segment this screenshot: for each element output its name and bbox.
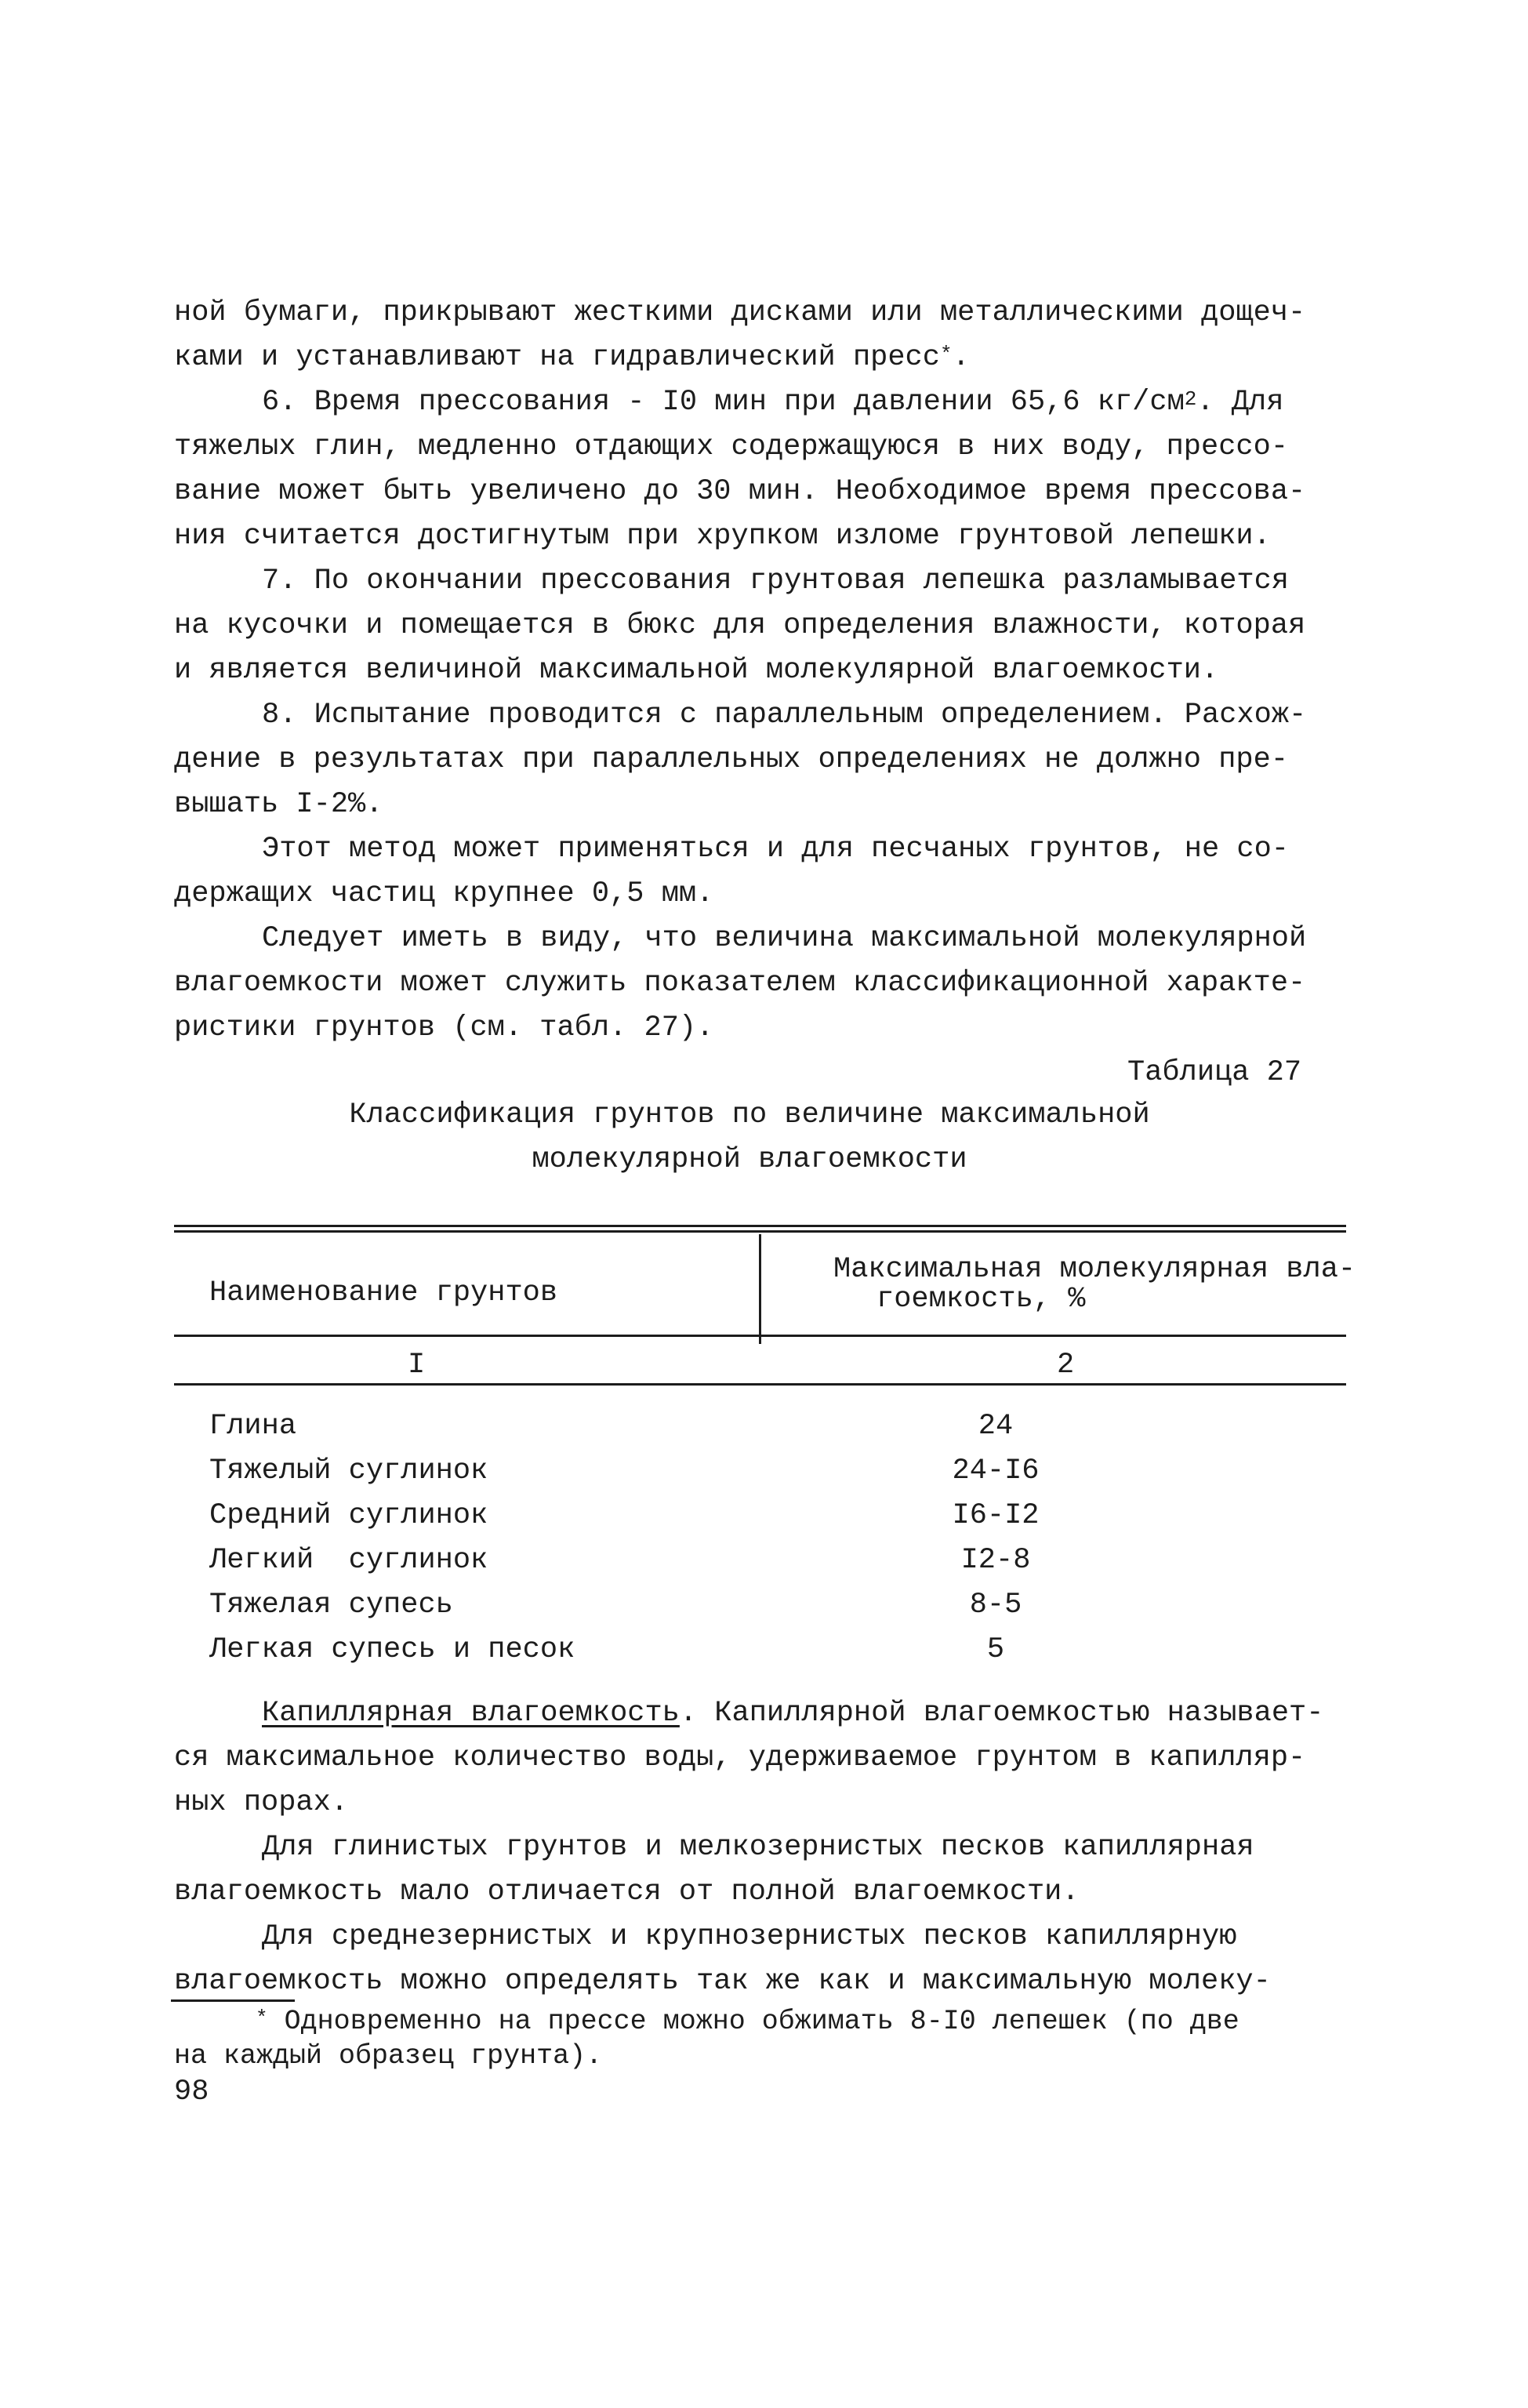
table-label: Таблица 27	[1127, 1056, 1302, 1089]
footnote-rule	[171, 1999, 295, 2002]
page-number: 98	[174, 2076, 209, 2108]
text-line: ками и устанавливают на гидравлический пресс*.	[174, 341, 970, 374]
text-line: держащих частиц крупнее 0,5 мм.	[174, 877, 714, 910]
text-line: на кусочки и помещается в бюкс для определения влажности, которая	[174, 609, 1306, 642]
text-line: влагоемкость можно определять так же как и максимальную молеку-	[174, 1965, 1271, 1998]
table-top-rule	[174, 1230, 1346, 1233]
text-line: вание может быть увеличено до 30 мин. Необходимое время прессова-	[174, 475, 1306, 508]
table-row-value: 8-5	[969, 1589, 1022, 1622]
table-row-name: Средний суглинок	[209, 1499, 488, 1532]
text-line: Следует иметь в виду, что величина максимальной молекулярной	[262, 922, 1307, 955]
text-line: Этот метод может применяться и для песчаных грунтов, не со-	[262, 833, 1290, 866]
table-row-value: 24	[978, 1410, 1014, 1443]
table-row-name: Легкий суглинок	[209, 1544, 488, 1577]
table-row-value: 24-I6	[952, 1455, 1040, 1487]
text-line: ных порах.	[174, 1786, 349, 1819]
table-row-value: 5	[986, 1633, 1005, 1666]
body-text-bottom	[174, 1691, 1334, 2004]
text-line: ристики грунтов (см. табл. 27).	[174, 1012, 714, 1044]
table-number-col1: I	[408, 1349, 426, 1382]
text-line: вышать I-2%.	[174, 788, 383, 821]
table-row-name: Глина	[209, 1410, 297, 1443]
footnote-marker: *	[939, 343, 953, 366]
table-header-col1: Наименование грунтов	[209, 1277, 558, 1309]
text-line: ной бумаги, прикрывают жесткими дисками или металлическими дощеч-	[174, 296, 1306, 329]
text-line: Для глинистых грунтов и мелкозернистых песков капиллярная	[262, 1831, 1254, 1864]
table-header-col2: Максимальная молекулярная вла- гоемкость, %	[833, 1253, 1356, 1316]
table-row-name: Тяжелый суглинок	[209, 1455, 488, 1487]
text-line: ния считается достигнутым при хрупком изломе грунтовой лепешки.	[174, 520, 1271, 553]
text-line: и является величиной максимальной молекулярной влагоемкости.	[174, 654, 1219, 687]
text-line: 6. Время прессования - I0 мин при давлении 65,6 $кг/см^2$. Для	[262, 386, 1284, 419]
footnote: * Одновременно на прессе можно обжимать 8-I0 лепешек (по две на каждый образец грунта).	[174, 2006, 1239, 2072]
text-line: 8. Испытание проводится с параллельным определением. Расхож-	[262, 699, 1307, 732]
table-title: Классификация грунтов по величине максимальной молекулярной влагоемкости	[349, 1099, 1150, 1176]
table-row-name: Легкая супесь и песок	[209, 1633, 575, 1666]
text-line: 7. По окончании прессования грунтовая лепешка разламывается	[262, 565, 1290, 597]
text-line: ся максимальное количество воды, удерживаемое грунтом в капилляр-	[174, 1742, 1306, 1774]
table-row-value: I2-8	[960, 1544, 1031, 1577]
table-top-rule	[174, 1225, 1346, 1227]
body-text-top	[174, 291, 1334, 1051]
text-line: тяжелых глин, медленно отдающих содержащуюся в них воду, прессо-	[174, 430, 1289, 463]
section-term: Капиллярная влагоемкость	[262, 1697, 680, 1730]
table-column-divider	[759, 1234, 761, 1344]
superscript: 2	[1184, 387, 1197, 411]
text-line: Капиллярная влагоемкость. Капиллярной влагоемкостью называет-	[262, 1697, 1324, 1730]
table-number-rule	[174, 1383, 1346, 1386]
text-line: влагоемкости может служить показателем классификационной характе-	[174, 967, 1306, 1000]
text-line: дение в результатах при параллельных определениях не должно пре-	[174, 743, 1289, 776]
table-number-col2: 2	[1057, 1349, 1075, 1382]
table-header-rule	[174, 1335, 1346, 1337]
text-line: Для среднезернистых и крупнозернистых песков капиллярную	[262, 1920, 1237, 1953]
text-line: влагоемкость мало отличается от полной влагоемкости.	[174, 1876, 1080, 1909]
footnote-marker: *	[256, 2007, 268, 2030]
table-row-value: I6-I2	[952, 1499, 1040, 1532]
table-row-name: Тяжелая супесь	[209, 1589, 453, 1622]
